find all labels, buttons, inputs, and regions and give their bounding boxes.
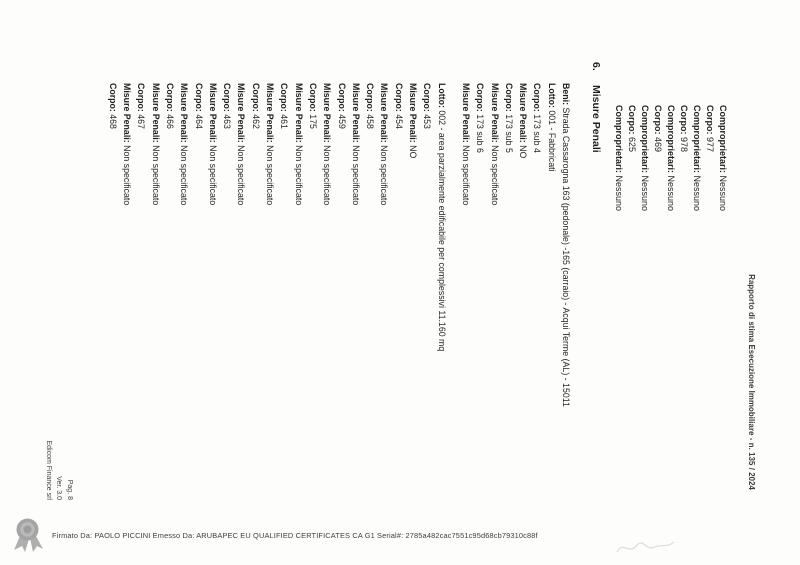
field-label: Beni: (561, 83, 571, 105)
footer-page-number: Pag. 8 (66, 479, 73, 500)
document-line (248, 83, 262, 553)
field-value: Non specificato (265, 142, 276, 206)
field-label: Corpo: (475, 83, 486, 112)
document-line (716, 105, 729, 211)
field-value: Non specificato (122, 142, 133, 206)
field-value: 175 (307, 111, 318, 129)
field-label: Corpo: (279, 83, 290, 112)
field-label: Corpo: (653, 105, 663, 135)
field-value: Non specificato (350, 142, 361, 206)
document-line (349, 83, 363, 553)
field-label: Corpo: (365, 83, 376, 112)
signature-text: Firmato Da: PAOLO PICCINI Emesso Da: ARUBAPEC EU QUALIFIED CERTIFICATES CA G1 Serial#: 2785a482cac7551c95d68cb79310c88f (52, 531, 538, 540)
field-value: Strada Cassarogna 163 (pedonale) -165 (carraio) - Acqui Terme (AL) - 15011 (561, 107, 571, 407)
field-value: Nessuno (666, 173, 676, 212)
document-line (690, 105, 703, 211)
field-label: Misure Penali: (350, 83, 361, 143)
document-line (234, 83, 248, 553)
faint-signature-squiggle (615, 536, 677, 558)
field-value: 977 (705, 134, 715, 153)
misure-penali-body (106, 83, 574, 553)
field-label: Comproprietari: (718, 105, 728, 174)
field-label: Misure Penali: (322, 83, 333, 143)
document-line (664, 105, 677, 211)
lotto1-lines (459, 83, 545, 553)
document-line (625, 105, 638, 211)
field-value: Non specificato (179, 142, 190, 206)
field-label: Corpo: (222, 83, 233, 112)
document-line (473, 83, 487, 553)
document-line (638, 105, 651, 211)
field-label: Misure Penali: (179, 83, 190, 143)
field-label: Corpo: (250, 83, 261, 112)
section-title: Misure Penali (590, 85, 602, 153)
document-line (306, 83, 320, 553)
document-line (502, 83, 516, 553)
field-value: 454 (393, 111, 404, 129)
footer-version: Ver. 3.0 (55, 476, 63, 500)
document-line (291, 83, 305, 553)
document-line (134, 83, 148, 553)
field-value: 453 (422, 111, 433, 129)
document-line (363, 83, 377, 553)
field-label: Misure Penali: (489, 83, 500, 143)
field-value: NO (518, 142, 529, 159)
field-label: Misure Penali: (518, 83, 529, 143)
report-header: Rapporto di stima Esecuzione Immobiliare - n. 135 / 2024 (747, 274, 756, 490)
field-label: Corpo: (532, 83, 543, 112)
field-value: 468 (107, 111, 118, 129)
document-line (703, 105, 716, 211)
field-value: 462 (250, 111, 261, 129)
document-line (459, 83, 473, 553)
section-heading (590, 62, 602, 153)
field-value: 458 (365, 111, 376, 129)
field-label: Misure Penali: (150, 83, 161, 143)
field-label: Lotto: (436, 83, 447, 108)
field-label: Misure Penali: (408, 83, 419, 143)
field-label: Comproprietari: (692, 105, 702, 174)
comproprietari-block (612, 105, 729, 211)
field-value: Nessuno (614, 173, 624, 212)
field-value: Non specificato (379, 142, 390, 206)
field-value: Non specificato (236, 142, 247, 206)
field-value: 173 sub 4 (532, 111, 543, 153)
field-label: Misure Penali: (122, 83, 133, 143)
field-label: Corpo: (193, 83, 204, 112)
lotto1-intro-line (544, 83, 558, 553)
field-value: 173 sub 6 (475, 111, 486, 153)
field-value: 459 (336, 111, 347, 129)
field-label: Misure Penali: (236, 83, 247, 143)
field-value: 469 (653, 134, 663, 153)
section-number: 6. (590, 62, 602, 71)
field-value: 467 (136, 111, 147, 129)
document-line (320, 83, 334, 553)
field-label: Misure Penali: (379, 83, 390, 143)
document-line (516, 83, 530, 553)
document-line (263, 83, 277, 553)
field-label: Corpo: (336, 83, 347, 112)
document-line (334, 83, 348, 553)
field-label: Lotto: (546, 83, 557, 108)
field-value: Nessuno (718, 173, 728, 212)
field-label: Comproprietari: (614, 105, 624, 174)
document-line (163, 83, 177, 553)
document-line (120, 83, 134, 553)
field-value: Non specificato (322, 142, 333, 206)
field-value: Non specificato (293, 142, 304, 206)
field-value: 173 sub 5 (503, 111, 514, 153)
field-value: Non specificato (489, 142, 500, 206)
field-label: Misure Penali: (460, 83, 471, 143)
document-line (612, 105, 625, 211)
field-label: Corpo: (422, 83, 433, 112)
document-line (220, 83, 234, 553)
field-label: Corpo: (393, 83, 404, 112)
document-line (377, 83, 391, 553)
beni-line (559, 83, 573, 553)
field-label: Corpo: (705, 105, 715, 135)
field-label: Corpo: (679, 105, 689, 135)
lotto2-lines (106, 83, 435, 553)
field-label: Corpo: (107, 83, 118, 112)
field-value: 463 (222, 111, 233, 129)
lotto2-intro-line (434, 83, 448, 553)
field-label: Comproprietari: (640, 105, 650, 174)
field-value: Nessuno (640, 173, 650, 212)
document-line (530, 83, 544, 553)
field-value: Nessuno (692, 173, 702, 212)
field-value: Non specificato (150, 142, 161, 206)
field-label: Corpo: (503, 83, 514, 112)
document-line (206, 83, 220, 553)
field-label: Comproprietari: (666, 105, 676, 174)
document-line (391, 83, 405, 553)
field-label: Misure Penali: (265, 83, 276, 143)
document-line (420, 83, 434, 553)
document-line (406, 83, 420, 553)
field-label: Corpo: (627, 105, 637, 135)
document-line (677, 105, 690, 211)
document-line (177, 83, 191, 553)
footer-company: Edicom Finance srl (45, 440, 52, 500)
document-line (651, 105, 664, 211)
field-value: 461 (279, 111, 290, 129)
field-value: NO (408, 142, 419, 159)
field-value: Non specificato (460, 142, 471, 206)
field-value: 625 (627, 134, 637, 153)
field-label: Misure Penali: (207, 83, 218, 143)
field-value: 001 - Fabbricati (546, 110, 557, 172)
signature-seal-rosette-icon (13, 517, 43, 553)
field-label: Corpo: (136, 83, 147, 112)
field-value: 464 (193, 111, 204, 129)
document-line (191, 83, 205, 553)
document-line (106, 83, 120, 553)
document-line (148, 83, 162, 553)
field-label: Misure Penali: (293, 83, 304, 143)
field-value: 978 (679, 134, 689, 153)
document-line (487, 83, 501, 553)
page-footer (43, 0, 75, 500)
field-value: Non specificato (207, 142, 218, 206)
document-line (277, 83, 291, 553)
field-label: Corpo: (164, 83, 175, 112)
field-label: Corpo: (307, 83, 318, 112)
field-value: 002 - area parzialmente edificabile per complessivi 11.160 mq (436, 110, 447, 352)
field-value: 466 (164, 111, 175, 129)
